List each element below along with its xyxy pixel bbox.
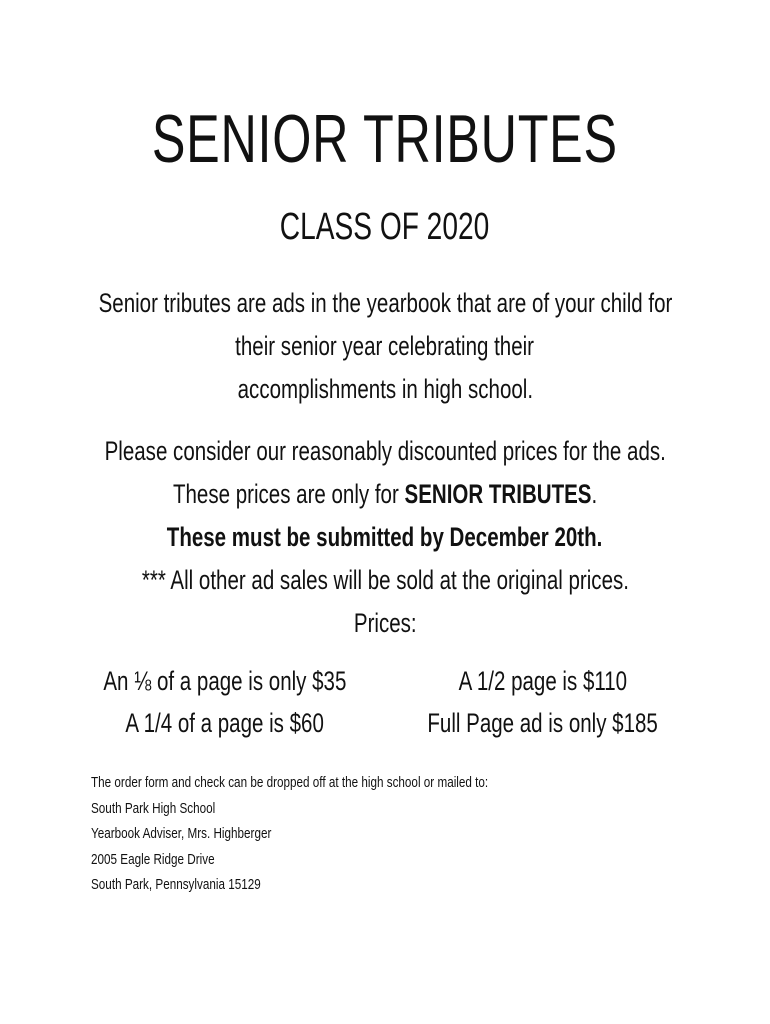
- notice-line-2-suffix: .: [591, 479, 598, 509]
- page-subtitle: [0, 206, 770, 249]
- price-full-page: Full Page ad is only $185: [427, 708, 659, 738]
- senior-tributes-emphasis: SENIOR TRIBUTES: [404, 479, 592, 509]
- prices-heading: Prices:: [353, 608, 417, 638]
- address-school: South Park High School: [91, 799, 216, 817]
- intro-line-1: Senior tributes are ads in the yearbook that are of your child for: [98, 288, 672, 318]
- mailing-info: [91, 770, 600, 898]
- price-eighth-page: An ⅛ of a page is only $35: [103, 666, 347, 696]
- price-column-right: [378, 660, 708, 744]
- address-city: South Park, Pennsylvania 15129: [91, 876, 261, 893]
- other-sales-note: *** All other ad sales will be sold at the original prices.: [141, 565, 629, 595]
- notice-line-1: Please consider our reasonably discounted prices for the ads.: [104, 436, 666, 466]
- address-street: 2005 Eagle Ridge Drive: [91, 850, 215, 868]
- page-title: [0, 100, 770, 178]
- price-quarter-page: A 1/4 of a page is $60: [125, 708, 325, 738]
- price-half-page: A 1/2 page is $110: [458, 666, 628, 696]
- deadline-notice: These must be submitted by December 20th.: [167, 522, 603, 552]
- notice-paragraph: [0, 430, 770, 645]
- address-adviser: Yearbook Adviser, Mrs. Highberger: [91, 825, 272, 842]
- page-subtitle-text: CLASS OF 2020: [280, 206, 490, 248]
- price-column-left: [60, 660, 390, 744]
- intro-line-2: their senior year celebrating their: [235, 331, 535, 361]
- notice-line-2: [173, 473, 597, 516]
- intro-paragraph: [0, 282, 770, 411]
- page-title-text: SENIOR TRIBUTES: [152, 101, 618, 177]
- intro-line-3: accomplishments in high school.: [237, 374, 533, 404]
- notice-line-2-prefix: These prices are only for: [172, 479, 405, 509]
- order-instructions: The order form and check can be dropped off at the high school or mailed to:: [91, 774, 489, 791]
